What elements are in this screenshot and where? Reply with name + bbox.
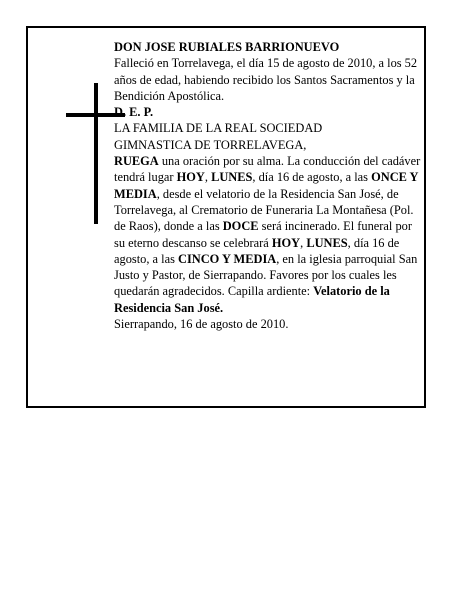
death-paragraph: Falleció en Torrelavega, el día 15 de agosto de 2010, a los 52 años de edad, habiendo recibido los Santos Sacramentos y la Bendición Apostólica. [114, 56, 418, 103]
text-segment: será incinerado. El funeral por su eterno descanso se celebrará [114, 219, 412, 250]
text-segment: , [300, 235, 307, 250]
hoy: HOY [176, 170, 205, 185]
family-line-1: LA FAMILIA DE LA REAL SOCIEDAD [114, 121, 323, 136]
text-segment: , [204, 170, 212, 185]
text-segment: , día 16 de agosto, a las [252, 170, 372, 185]
ruega: RUEGA [114, 154, 159, 169]
main-paragraph [114, 153, 424, 316]
once-y-media: ONCE Y MEDIA [114, 170, 419, 201]
text-segment: , desde el velatorio de la Residencia San José, de Torrelavega, al Crematorio de Funeraria La Montañesa (Pol. de Raos), donde a las [114, 186, 414, 234]
text-segment: , en la iglesia parroquial San Justo y Pastor, de Sierrapando. Favores por los cuales les quedarán agradecidos. Capilla ardiente: [114, 251, 418, 299]
deceased-name: DON JOSE RUBIALES BARRIONUEVO [114, 40, 340, 54]
hoy: HOY [271, 235, 301, 250]
family-line-2: GIMNASTICA DE TORRELAVEGA, [114, 137, 307, 152]
lunes: LUNES [211, 170, 253, 185]
doce: DOCE [222, 219, 259, 234]
lunes: LUNES [306, 235, 348, 250]
text-segment: una oración por su alma. La conducción del cadáver tendrá lugar [114, 154, 421, 185]
dep-line: D. E. P. [114, 105, 154, 120]
cinco-y-media: CINCO Y MEDIA [178, 251, 277, 266]
velatorio: Velatorio de la Residencia San José. [114, 284, 390, 315]
text-segment: , día 16 de agosto, a las [114, 235, 400, 266]
place-date: Sierrapando, 16 de agosto de 2010. [114, 317, 289, 332]
cross-icon [94, 83, 98, 224]
obituary-text [114, 39, 424, 332]
